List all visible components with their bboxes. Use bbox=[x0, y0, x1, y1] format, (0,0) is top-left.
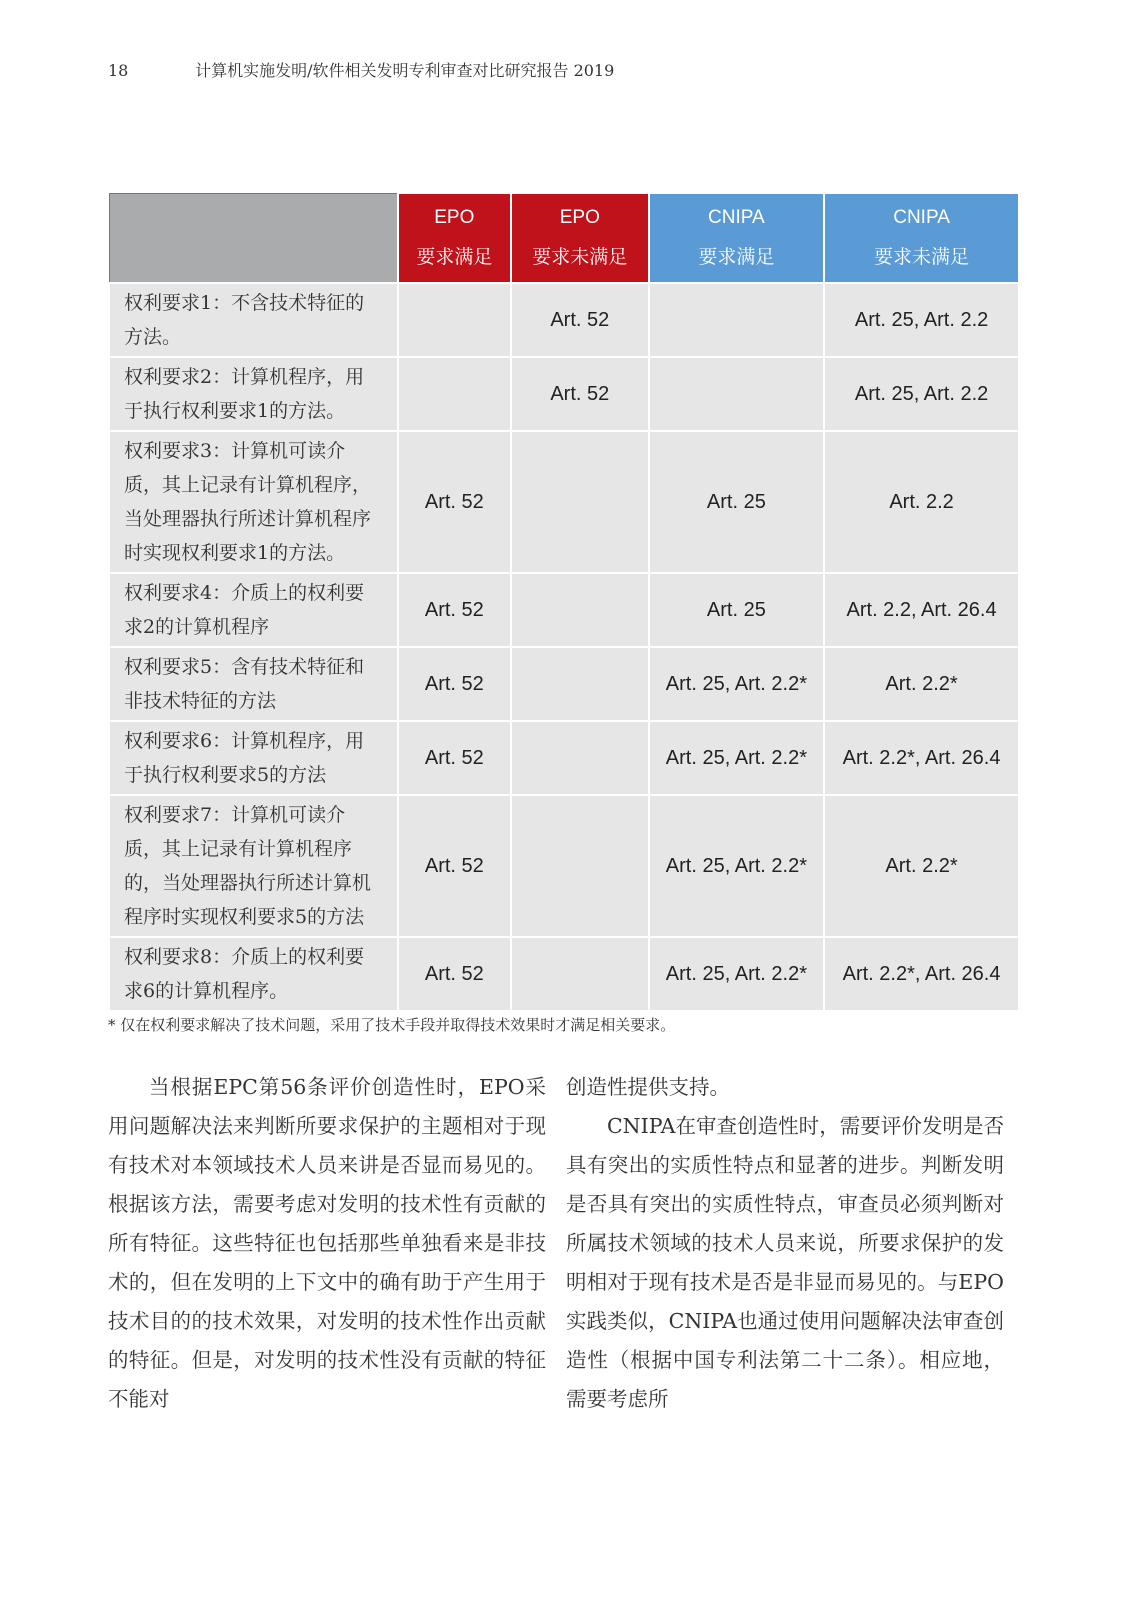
value-cell: Art. 25 bbox=[649, 573, 824, 647]
claim-cell: 权利要求3：计算机可读介质，其上记录有计算机程序，当处理器执行所述计算机程序时实现权利要求1的方法。 bbox=[109, 431, 398, 573]
header-status: 要求未满足 bbox=[532, 247, 628, 268]
body-paragraph: 当根据EPC第56条评价创造性时，EPO采用问题解决法来判断所要求保护的主题相对于现有技术对本领域技术人员来讲是否显而易见的。根据该方法，需要考虑对发明的技术性有贡献的所有特征。这些特征也包括那些单独看来是非技术的，但在发明的上下文中的确有助于产生用于技术目的的技术效果，对发明的技术性作出贡献的特征。但是，对发明的技术性没有贡献的特征不能对 bbox=[108, 1075, 546, 1411]
table-row bbox=[109, 573, 1019, 647]
value-cell: Art. 2.2*, Art. 26.4 bbox=[824, 937, 1019, 1011]
table-row bbox=[109, 647, 1019, 721]
value-cell bbox=[511, 647, 649, 721]
header-status: 要求未满足 bbox=[874, 247, 970, 268]
value-cell: Art. 2.2 bbox=[824, 431, 1019, 573]
comparison-table bbox=[108, 192, 1020, 1012]
value-cell bbox=[511, 721, 649, 795]
value-cell bbox=[398, 357, 511, 431]
table-row bbox=[109, 795, 1019, 937]
value-cell bbox=[511, 937, 649, 1011]
table-corner-cell bbox=[109, 193, 398, 283]
value-cell: Art. 25, Art. 2.2 bbox=[824, 283, 1019, 357]
table-row bbox=[109, 721, 1019, 795]
claim-cell: 权利要求2：计算机程序，用于执行权利要求1的方法。 bbox=[109, 357, 398, 431]
header-org: CNIPA bbox=[708, 207, 765, 228]
header-org: EPO bbox=[434, 207, 475, 228]
table-footnote: * 仅在权利要求解决了技术问题，采用了技术手段并取得技术效果时才满足相关要求。 bbox=[108, 1016, 676, 1034]
body-column-right bbox=[566, 1068, 1004, 1419]
value-cell: Art. 52 bbox=[398, 431, 511, 573]
value-cell: Art. 2.2, Art. 26.4 bbox=[824, 573, 1019, 647]
value-cell: Art. 52 bbox=[398, 647, 511, 721]
value-cell: Art. 25, Art. 2.2* bbox=[649, 647, 824, 721]
value-cell: Art. 52 bbox=[511, 357, 649, 431]
header-epo-not-satisfied bbox=[511, 193, 649, 283]
body-paragraph-continuation: 创造性提供支持。 bbox=[566, 1075, 730, 1099]
claim-cell: 权利要求8：介质上的权利要求6的计算机程序。 bbox=[109, 937, 398, 1011]
claim-cell: 权利要求4：介质上的权利要求2的计算机程序 bbox=[109, 573, 398, 647]
value-cell: Art. 2.2* bbox=[824, 647, 1019, 721]
table-row bbox=[109, 357, 1019, 431]
value-cell: Art. 2.2*, Art. 26.4 bbox=[824, 721, 1019, 795]
value-cell: Art. 52 bbox=[398, 573, 511, 647]
claim-cell: 权利要求6：计算机程序，用于执行权利要求5的方法 bbox=[109, 721, 398, 795]
value-cell: Art. 52 bbox=[511, 283, 649, 357]
header-cnipa-satisfied bbox=[649, 193, 824, 283]
value-cell: Art. 25, Art. 2.2* bbox=[649, 937, 824, 1011]
claim-cell: 权利要求7：计算机可读介质，其上记录有计算机程序的，当处理器执行所述计算机程序时实现权利要求5的方法 bbox=[109, 795, 398, 937]
value-cell: Art. 2.2* bbox=[824, 795, 1019, 937]
value-cell bbox=[649, 283, 824, 357]
page-number: 18 bbox=[108, 61, 129, 80]
value-cell: Art. 25, Art. 2.2* bbox=[649, 795, 824, 937]
header-cnipa-not-satisfied bbox=[824, 193, 1019, 283]
value-cell: Art. 52 bbox=[398, 795, 511, 937]
value-cell: Art. 25 bbox=[649, 431, 824, 573]
value-cell bbox=[511, 431, 649, 573]
page-header bbox=[108, 58, 614, 81]
header-org: CNIPA bbox=[893, 207, 950, 228]
header-status: 要求满足 bbox=[698, 247, 775, 268]
header-epo-satisfied bbox=[398, 193, 511, 283]
claim-cell: 权利要求1：不含技术特征的方法。 bbox=[109, 283, 398, 357]
running-title: 计算机实施发明/软件相关发明专利审查对比研究报告 2019 bbox=[195, 61, 615, 80]
value-cell: Art. 25, Art. 2.2 bbox=[824, 357, 1019, 431]
table-row bbox=[109, 431, 1019, 573]
value-cell bbox=[511, 573, 649, 647]
body-column-left bbox=[108, 1068, 546, 1419]
value-cell bbox=[511, 795, 649, 937]
value-cell: Art. 25, Art. 2.2* bbox=[649, 721, 824, 795]
table-header-row bbox=[109, 193, 1019, 283]
value-cell: Art. 52 bbox=[398, 937, 511, 1011]
value-cell bbox=[649, 357, 824, 431]
claim-cell: 权利要求5：含有技术特征和非技术特征的方法 bbox=[109, 647, 398, 721]
body-paragraph: CNIPA在审查创造性时，需要评价发明是否具有突出的实质性特点和显著的进步。判断发明是否具有突出的实质性特点，审查员必须判断对所属技术领域的技术人员来说，所要求保护的发明相对于现有技术是否是非显而易见的。与EPO实践类似，CNIPA也通过使用问题解决法审查创造性（根据中国专利法第二十二条）。相应地，需要考虑所 bbox=[566, 1114, 1004, 1411]
table-row bbox=[109, 937, 1019, 1011]
value-cell: Art. 52 bbox=[398, 721, 511, 795]
header-org: EPO bbox=[559, 207, 600, 228]
header-status: 要求满足 bbox=[416, 247, 493, 268]
table-row bbox=[109, 283, 1019, 357]
value-cell bbox=[398, 283, 511, 357]
